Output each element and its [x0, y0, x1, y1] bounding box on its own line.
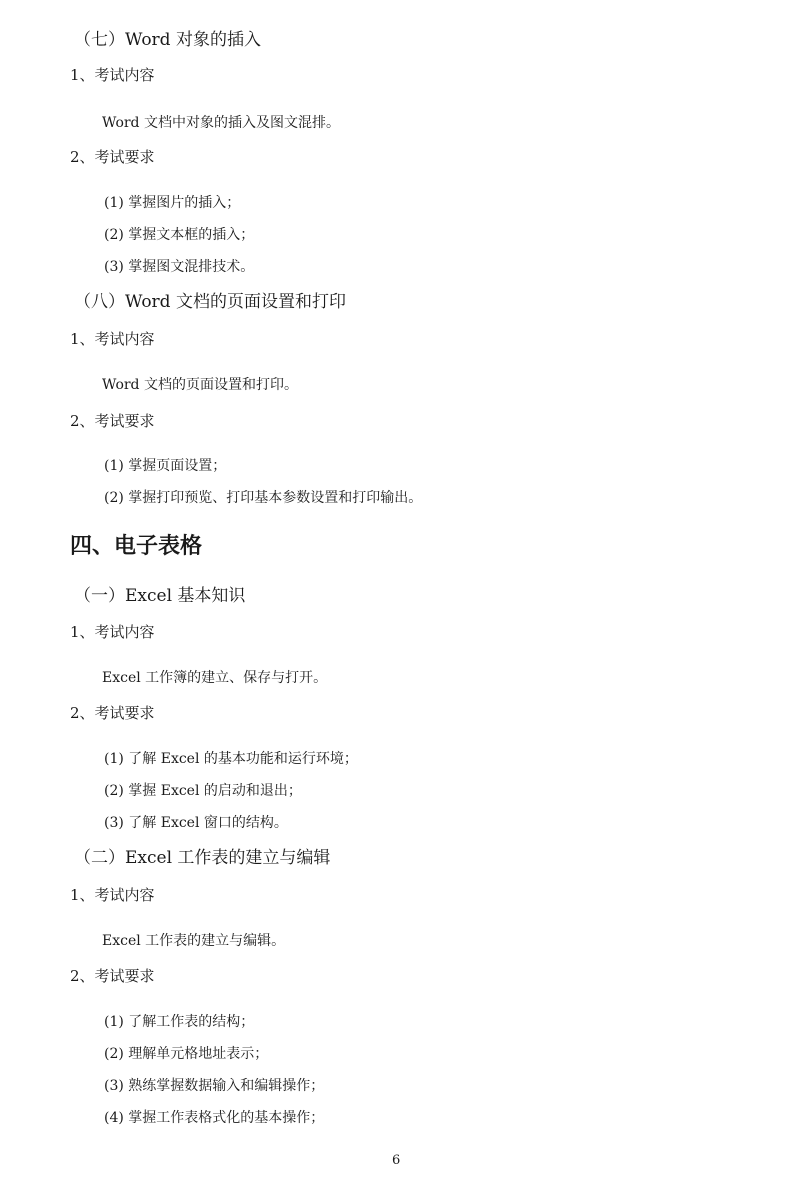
- content-text: Excel 工作簿的建立、保存与打开。: [102, 670, 328, 686]
- page-number: 6: [392, 1153, 401, 1168]
- requirement-item: (1) 了解工作表的结构；: [104, 1014, 255, 1030]
- content-label: 1、考试内容: [70, 66, 155, 84]
- section-heading-word-objects: （七）Word 对象的插入: [74, 30, 261, 50]
- requirement-label: 2、考试要求: [70, 967, 155, 985]
- content-text: Excel 工作表的建立与编辑。: [102, 933, 286, 949]
- requirement-item: (1) 掌握图片的插入；: [104, 195, 241, 211]
- content-label: 1、考试内容: [70, 623, 155, 641]
- section-heading-page-setup: （八）Word 文档的页面设置和打印: [74, 292, 346, 312]
- chapter-heading-spreadsheet: 四、电子表格: [70, 534, 203, 559]
- requirement-item: (2) 掌握打印预览、打印基本参数设置和打印输出。: [104, 490, 423, 506]
- content-label: 1、考试内容: [70, 886, 155, 904]
- content-text: Word 文档中对象的插入及图文混排。: [102, 115, 340, 131]
- requirement-item: (4) 掌握工作表格式化的基本操作；: [104, 1110, 325, 1126]
- requirement-label: 2、考试要求: [70, 148, 155, 166]
- requirement-item: (1) 掌握页面设置；: [104, 458, 227, 474]
- content-text: Word 文档的页面设置和打印。: [102, 377, 298, 393]
- content-label: 1、考试内容: [70, 330, 155, 348]
- requirement-item: (2) 掌握文本框的插入；: [104, 227, 255, 243]
- section-heading-excel-worksheet: （二）Excel 工作表的建立与编辑: [74, 848, 331, 868]
- section-heading-excel-basics: （一）Excel 基本知识: [74, 586, 246, 606]
- requirement-label: 2、考试要求: [70, 412, 155, 430]
- requirement-item: (1) 了解 Excel 的基本功能和运行环境；: [104, 751, 358, 767]
- requirement-item: (3) 熟练掌握数据输入和编辑操作；: [104, 1078, 325, 1094]
- requirement-label: 2、考试要求: [70, 704, 155, 722]
- requirement-item: (3) 掌握图文混排技术。: [104, 259, 255, 275]
- requirement-item: (2) 理解单元格地址表示；: [104, 1046, 269, 1062]
- requirement-item: (3) 了解 Excel 窗口的结构。: [104, 815, 288, 831]
- requirement-item: (2) 掌握 Excel 的启动和退出；: [104, 783, 302, 799]
